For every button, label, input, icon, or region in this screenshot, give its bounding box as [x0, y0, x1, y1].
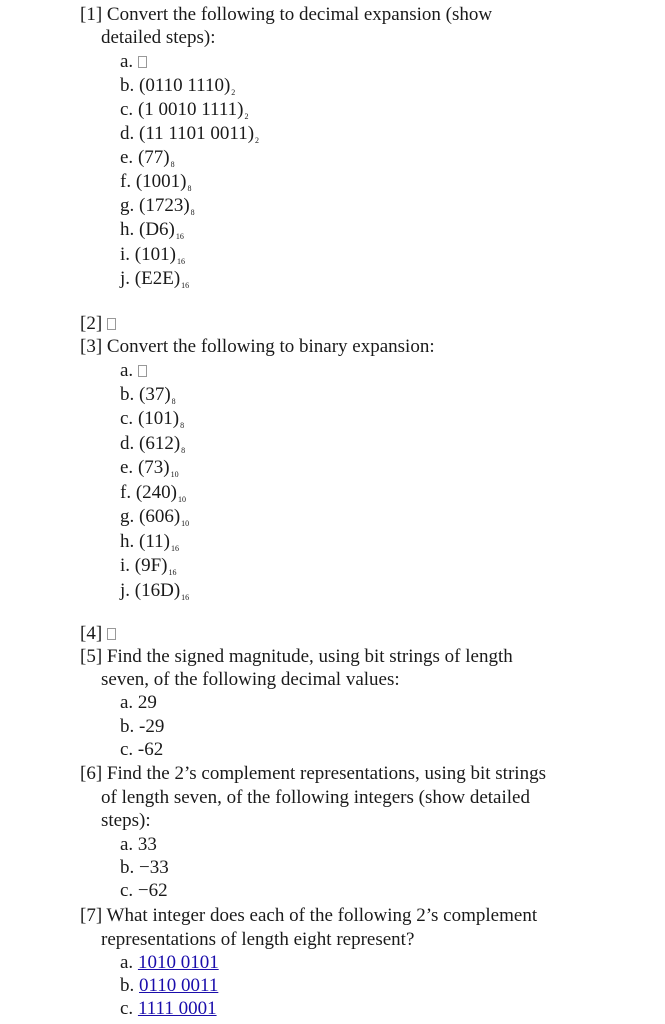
q2-heading: [2] [80, 312, 116, 335]
q5-heading: [5] Find the signed magnitude, using bit strings of length [80, 646, 513, 667]
q7-link-c[interactable]: 1111 0001 [137, 998, 217, 1019]
q3-item-h: h. $(11)_{16}$ [120, 531, 179, 553]
q7-item-a: a. 1010 0101 [120, 952, 219, 973]
q5-item-c: c. -62 [120, 739, 164, 760]
q1-item-e: e. $(77)_8$ [120, 147, 175, 169]
q3-item-g: g. $(606)_{10}$ [120, 506, 190, 528]
q1-heading-cont: detailed steps): [101, 27, 216, 48]
q7-item-b: b. 0110 0011 [120, 975, 219, 996]
missing-glyph-icon [107, 628, 116, 640]
q3-item-d: d. $(612)_8$ [120, 433, 186, 455]
q6-item-a: a. 33 [120, 834, 157, 855]
q3-item-a: a. [120, 359, 147, 382]
q4-heading: [4] [80, 622, 116, 645]
q5-heading-cont: seven, of the following decimal values: [101, 669, 400, 690]
q3-item-j: j. $(16D)_{16}$ [120, 580, 190, 602]
q1-item-j: j. $(E2E)_{16}$ [120, 268, 190, 290]
q1-item-d: d. (11 1101 $0011)_2$ [120, 123, 260, 145]
q7-link-b[interactable]: 0110 0011 [139, 975, 219, 996]
q3-item-c: c. $(101)_8$ [120, 408, 185, 430]
q1-item-b: b. (0110 $1110)_2$ [120, 75, 236, 97]
q1-item-g: g. $(1723)_8$ [120, 195, 195, 217]
q1-item-h: h. $(D6)_{16}$ [120, 219, 184, 241]
q1-item-a: a. [120, 50, 147, 73]
missing-glyph-icon [138, 365, 147, 377]
q6-item-c: c. −62 [120, 880, 168, 901]
q1-item-i: i. $(101)_{16}$ [120, 244, 185, 266]
missing-glyph-icon [107, 318, 116, 330]
q7-item-c: c. 1111 0001 [120, 998, 217, 1019]
q6-heading: [6] Find the 2’s complement representations, using bit strings [80, 763, 546, 784]
q7-heading-cont: representations of length eight represent? [101, 929, 415, 950]
q3-item-b: b. $(37)_8$ [120, 384, 176, 406]
q5-item-a: a. 29 [120, 692, 157, 713]
q1-heading: [1] Convert the following to decimal expansion (show [80, 4, 493, 25]
q5-item-b: b. -29 [120, 716, 165, 737]
q6-item-b: b. −33 [120, 857, 169, 878]
q3-item-e: e. $(73)_{10}$ [120, 457, 179, 479]
q6-heading-cont-1: of length seven, of the following integers (show detailed [101, 787, 530, 808]
q3-item-i: i. $(9F)_{16}$ [120, 555, 177, 577]
q1-item-f: f. $(1001)_8$ [120, 171, 192, 193]
q6-heading-cont-2: steps): [101, 810, 151, 831]
q3-heading: [3] Convert the following to binary expansion: [80, 336, 435, 357]
q7-link-a[interactable]: 1010 0101 [137, 952, 219, 973]
q1-item-c: c. (1 0010 $1111)_2$ [120, 99, 249, 121]
q3-item-f: f. $(240)_{10}$ [120, 482, 186, 504]
q7-heading: [7] What integer does each of the following 2’s complement [80, 905, 538, 926]
missing-glyph-icon [138, 56, 147, 68]
